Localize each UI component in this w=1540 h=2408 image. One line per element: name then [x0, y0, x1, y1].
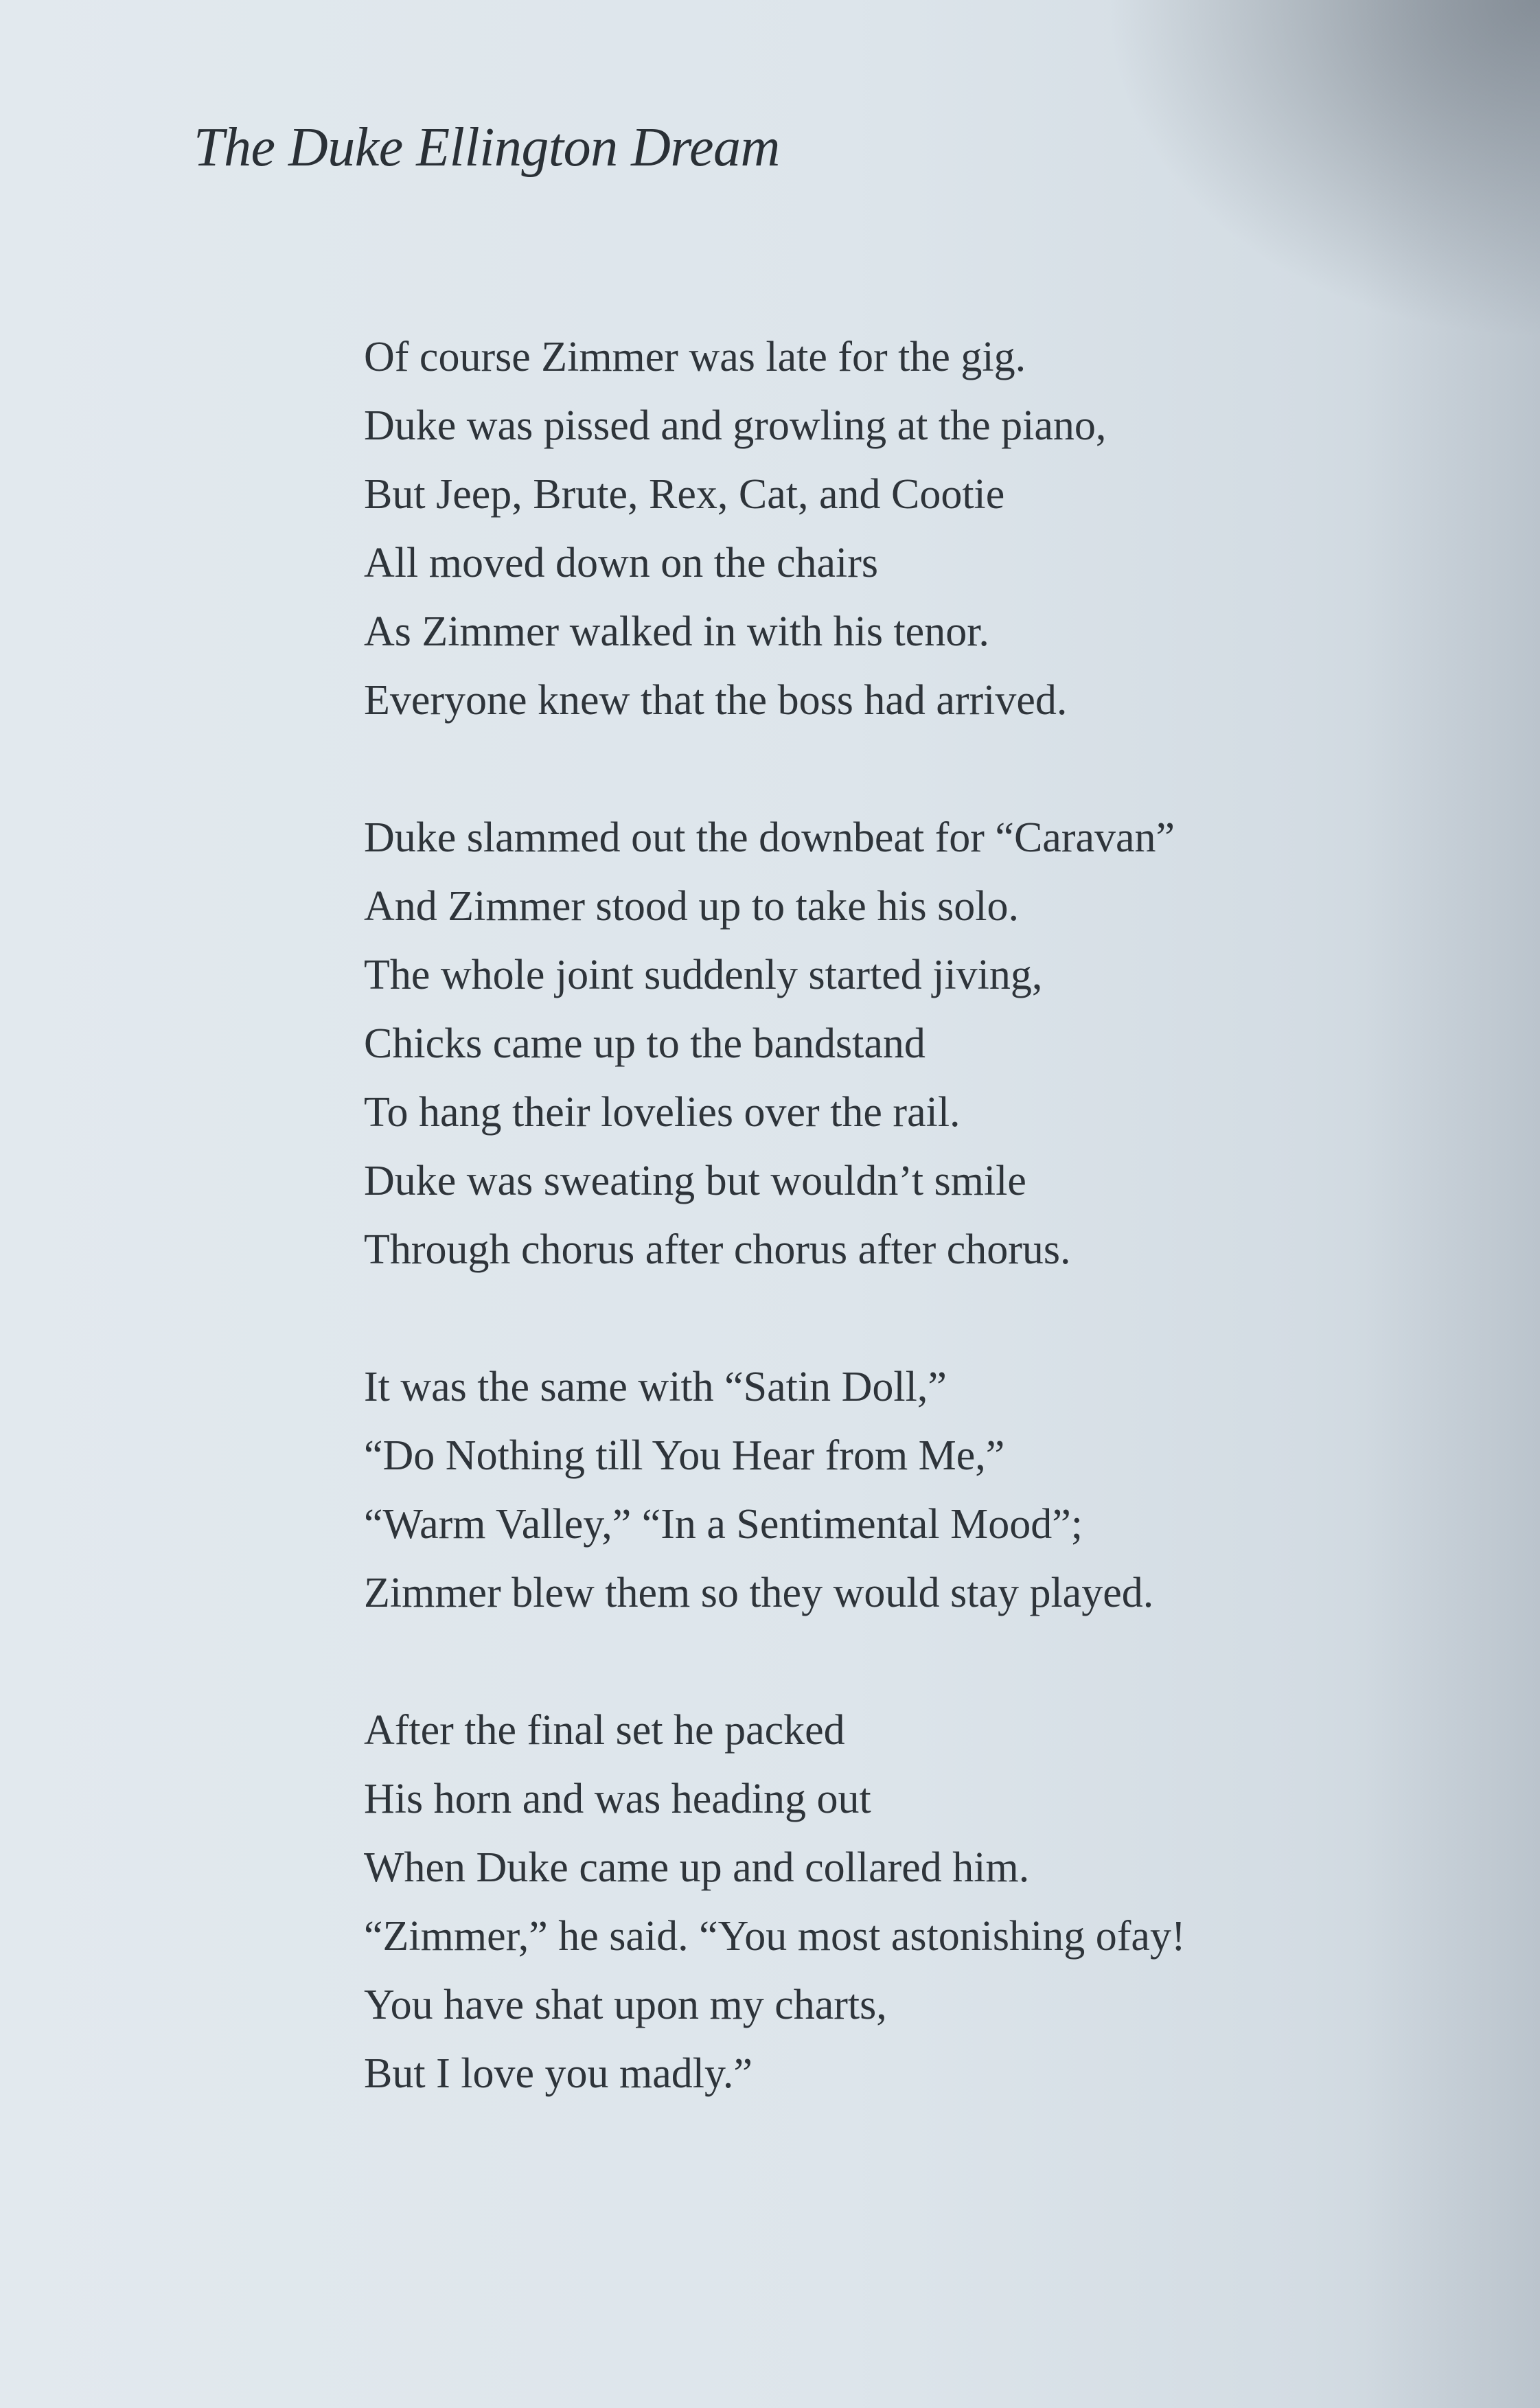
poem-line: But Jeep, Brute, Rex, Cat, and Cootie: [364, 471, 1005, 518]
poem-line: Duke was pissed and growling at the piano,: [364, 402, 1107, 449]
poem-line: Duke was sweating but wouldn’t smile: [364, 1158, 1026, 1204]
poem-line: Through chorus after chorus after chorus.: [364, 1226, 1071, 1273]
poem-line: His horn and was heading out: [364, 1776, 871, 1822]
poem-line: You have shat upon my charts,: [364, 1982, 887, 2028]
poem-line: To hang their lovelies over the rail.: [364, 1089, 961, 1136]
poem-line: Of course Zimmer was late for the gig.: [364, 334, 1026, 380]
poem-line: All moved down on the chairs: [364, 540, 879, 586]
stanza-2: [364, 803, 1462, 1284]
poem-line: After the final set he packed: [364, 1707, 845, 1754]
poem-line: “Zimmer,” he said. “You most astonishing ofay!: [364, 1913, 1186, 1960]
poem-body: [364, 323, 1462, 2177]
stanza-1: [364, 323, 1462, 735]
poem-line: But I love you madly.”: [364, 2050, 752, 2097]
poem-line: And Zimmer stood up to take his solo.: [364, 883, 1020, 930]
poem-line: Chicks came up to the bandstand: [364, 1020, 926, 1067]
poem-line: “Do Nothing till You Hear from Me,”: [364, 1432, 1005, 1479]
poem-line: The whole joint suddenly started jiving,: [364, 952, 1043, 998]
poem-line: When Duke came up and collared him.: [364, 1844, 1030, 1891]
stanza-3: [364, 1353, 1462, 1627]
poem-line: As Zimmer walked in with his tenor.: [364, 608, 989, 655]
poem-line: Everyone knew that the boss had arrived.: [364, 677, 1068, 724]
poem-line: Zimmer blew them so they would stay played.: [364, 1570, 1154, 1616]
poem-line: Duke slammed out the downbeat for “Caravan”: [364, 814, 1175, 861]
poem-line: It was the same with “Satin Doll,”: [364, 1364, 947, 1410]
poem-title: The Duke Ellington Dream: [194, 117, 780, 178]
poem-line: “Warm Valley,” “In a Sentimental Mood”;: [364, 1501, 1083, 1548]
stanza-4: [364, 1696, 1462, 2108]
